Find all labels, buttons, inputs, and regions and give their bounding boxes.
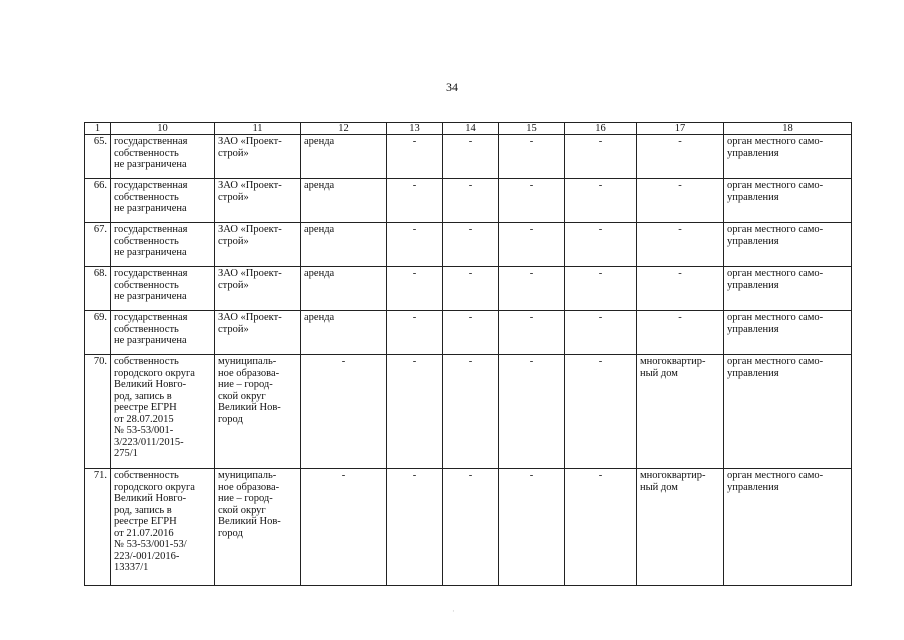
header-col-10: 10	[111, 123, 215, 135]
col15-cell: -	[499, 179, 565, 223]
col14-cell: -	[443, 267, 499, 311]
table-row	[85, 135, 852, 179]
authority-cell: орган местного само- управления	[724, 267, 852, 311]
col16-cell: -	[565, 135, 637, 179]
row-number: 69.	[85, 311, 111, 355]
col13-cell: -	[387, 179, 443, 223]
header-col-1: 1	[85, 123, 111, 135]
right-type-cell: аренда	[301, 179, 387, 223]
col17-cell: многоквартир- ный дом	[637, 469, 724, 586]
col14-cell: -	[443, 135, 499, 179]
table-row	[85, 223, 852, 267]
table-row	[85, 469, 852, 586]
col17-cell: многоквартир- ный дом	[637, 355, 724, 469]
col17-cell: -	[637, 179, 724, 223]
header-col-14: 14	[443, 123, 499, 135]
holder-cell: ЗАО «Проект- строй»	[215, 311, 301, 355]
right-type-cell: аренда	[301, 135, 387, 179]
ownership-cell: государственная собственность не разграничена	[111, 135, 215, 179]
col15-cell: -	[499, 267, 565, 311]
col13-cell: -	[387, 223, 443, 267]
col16-cell: -	[565, 355, 637, 469]
col16-cell: -	[565, 267, 637, 311]
col15-cell: -	[499, 355, 565, 469]
row-number: 70.	[85, 355, 111, 469]
col13-cell: -	[387, 355, 443, 469]
table-row	[85, 311, 852, 355]
authority-cell: орган местного само- управления	[724, 223, 852, 267]
row-number: 68.	[85, 267, 111, 311]
header-col-15: 15	[499, 123, 565, 135]
holder-cell: муниципаль- ное образова- ние – город- ской округ Великий Нов- город	[215, 355, 301, 469]
col15-cell: -	[499, 223, 565, 267]
ownership-cell: государственная собственность не разграничена	[111, 179, 215, 223]
row-number: 66.	[85, 179, 111, 223]
right-type-cell: аренда	[301, 223, 387, 267]
col13-cell: -	[387, 469, 443, 586]
ownership-cell: государственная собственность не разграничена	[111, 311, 215, 355]
col17-cell: -	[637, 135, 724, 179]
header-col-18: 18	[724, 123, 852, 135]
authority-cell: орган местного само- управления	[724, 311, 852, 355]
authority-cell: орган местного само- управления	[724, 135, 852, 179]
table-row	[85, 267, 852, 311]
authority-cell: орган местного само- управления	[724, 469, 852, 586]
authority-cell: орган местного само- управления	[724, 179, 852, 223]
row-number: 65.	[85, 135, 111, 179]
col13-cell: -	[387, 267, 443, 311]
right-type-cell: аренда	[301, 311, 387, 355]
col14-cell: -	[443, 223, 499, 267]
col15-cell: -	[499, 469, 565, 586]
header-col-13: 13	[387, 123, 443, 135]
col14-cell: -	[443, 469, 499, 586]
table-row	[85, 355, 852, 469]
holder-cell: ЗАО «Проект- строй»	[215, 223, 301, 267]
page-number: 34	[446, 80, 458, 94]
col14-cell: -	[443, 179, 499, 223]
right-type-cell: -	[301, 469, 387, 586]
row-number: 67.	[85, 223, 111, 267]
ownership-cell: государственная собственность не разграничена	[111, 267, 215, 311]
header-col-11: 11	[215, 123, 301, 135]
header-col-16: 16	[565, 123, 637, 135]
col14-cell: -	[443, 311, 499, 355]
col14-cell: -	[443, 355, 499, 469]
col15-cell: -	[499, 311, 565, 355]
col15-cell: -	[499, 135, 565, 179]
ownership-cell: собственность городского округа Великий Новго- род, запись в реестре ЕГРН от 21.07.2016 № 53-53/001-53/ 223/-001/2016- 13337/1	[111, 469, 215, 586]
right-type-cell: аренда	[301, 267, 387, 311]
holder-cell: ЗАО «Проект- строй»	[215, 135, 301, 179]
right-type-cell: -	[301, 355, 387, 469]
header-col-12: 12	[301, 123, 387, 135]
ownership-cell: собственность городского округа Великий Новго- род, запись в реестре ЕГРН от 28.07.2015 № 53-53/001- 3/223/011/2015- 275/1	[111, 355, 215, 469]
col13-cell: -	[387, 135, 443, 179]
col17-cell: -	[637, 267, 724, 311]
col17-cell: -	[637, 311, 724, 355]
authority-cell: орган местного само- управления	[724, 355, 852, 469]
row-number: 71.	[85, 469, 111, 586]
table-row	[85, 179, 852, 223]
holder-cell: ЗАО «Проект- строй»	[215, 267, 301, 311]
header-col-17: 17	[637, 123, 724, 135]
holder-cell: ЗАО «Проект- строй»	[215, 179, 301, 223]
header-row	[85, 123, 852, 135]
holder-cell: муниципаль- ное образова- ние – город- ской округ Великий Нов- город	[215, 469, 301, 586]
ownership-cell: государственная собственность не разграничена	[111, 223, 215, 267]
col16-cell: -	[565, 469, 637, 586]
col16-cell: -	[565, 311, 637, 355]
col13-cell: -	[387, 311, 443, 355]
col17-cell: -	[637, 223, 724, 267]
col16-cell: -	[565, 179, 637, 223]
col16-cell: -	[565, 223, 637, 267]
registry-table	[84, 122, 852, 586]
scan-speck: ˌ	[452, 604, 455, 612]
